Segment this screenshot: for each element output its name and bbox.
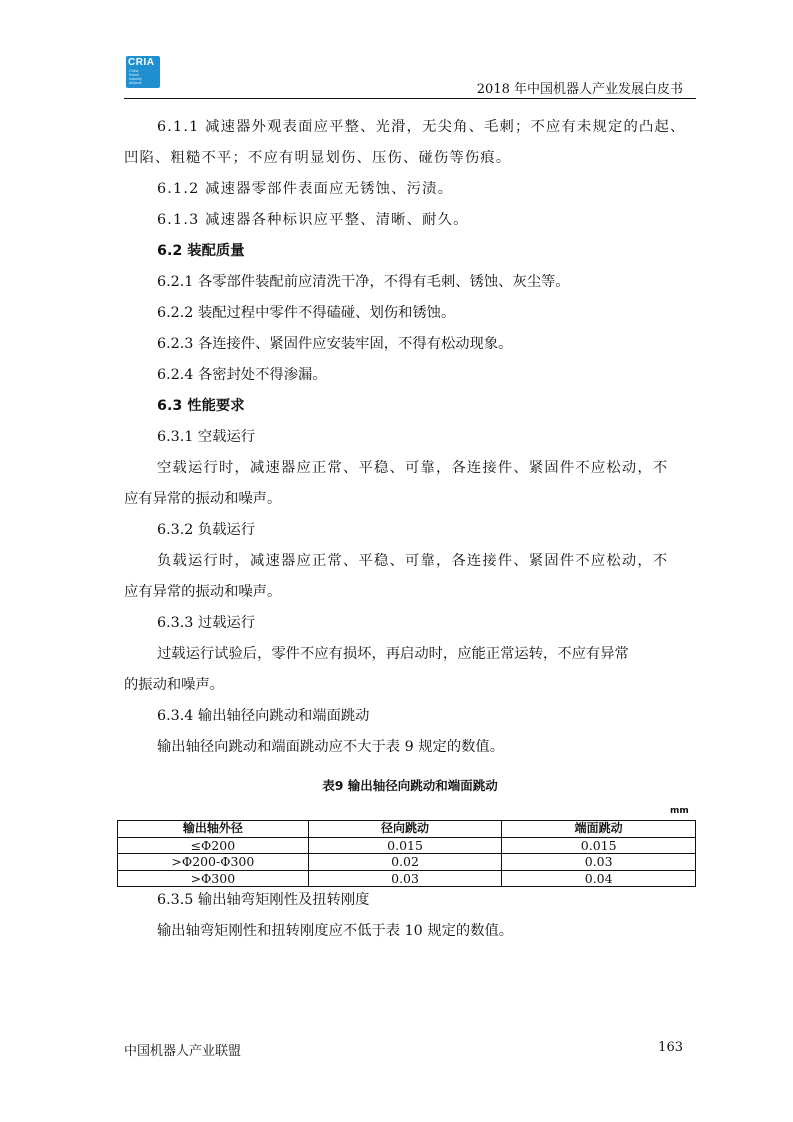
paragraph: 凹陷、粗糙不平；不应有明显划伤、压伤、碰伤等伤痕。	[124, 150, 512, 166]
paragraph: 输出轴径向跳动和端面跳动应不大于表 9 规定的数值。	[157, 739, 505, 755]
logo-sub-line: Robot	[129, 73, 139, 77]
table-header-cell: 径向跳动	[308, 821, 502, 838]
table-cell: 0.04	[502, 870, 696, 887]
table-row	[118, 854, 696, 871]
table-title: 表9 输出轴径向跳动和端面跳动	[322, 778, 498, 793]
table-row	[118, 837, 696, 854]
table-cell: >Φ300	[118, 870, 309, 887]
header-divider	[124, 98, 696, 99]
logo-text: CRIA	[128, 57, 155, 68]
table-cell: 0.03	[308, 870, 502, 887]
paragraph: 应有异常的振动和噪声。	[124, 491, 282, 507]
table-cell: 0.02	[308, 854, 502, 871]
paragraph: 6.2.2 装配过程中零件不得磕碰、划伤和锈蚀。	[157, 305, 456, 321]
section-heading: 6.3 性能要求	[157, 398, 245, 414]
table-header-cell: 端面跳动	[502, 821, 696, 838]
paragraph: 负载运行时，减速器应正常、平稳、可靠，各连接件、紧固件不应松动，不	[157, 553, 669, 569]
paragraph: 6.2.1 各零部件装配前应清洗干净，不得有毛刺、锈蚀、灰尘等。	[157, 274, 570, 290]
paragraph: 应有异常的振动和噪声。	[124, 584, 282, 600]
page-number: 163	[658, 1040, 683, 1055]
subsection-heading: 6.3.3 过载运行	[157, 615, 256, 631]
cria-logo	[126, 56, 160, 88]
logo-sub-line: China	[129, 69, 139, 73]
header-title: 2018 年中国机器人产业发展白皮书	[476, 82, 683, 97]
paragraph: 过载运行试验后，零件不应有损坏，再启动时，应能正常运转，不应有异常	[157, 646, 629, 662]
logo-sub-line: Alliance	[129, 81, 142, 85]
paragraph: 6.2.4 各密封处不得渗漏。	[157, 367, 327, 383]
table-cell: >Φ200-Φ300	[118, 854, 309, 871]
table-cell: 0.015	[502, 837, 696, 854]
runout-table	[117, 820, 696, 887]
table-cell: 0.03	[502, 854, 696, 871]
table-row	[118, 870, 696, 887]
table-header-row	[118, 821, 696, 838]
subsection-heading: 6.3.1 空载运行	[157, 429, 256, 445]
subsection-heading: 6.3.2 负载运行	[157, 522, 256, 538]
paragraph: 6.2.3 各连接件、紧固件应安装牢固，不得有松动现象。	[157, 336, 513, 352]
subsection-heading: 6.3.4 输出轴径向跳动和端面跳动	[157, 708, 370, 724]
table-unit: mm	[670, 806, 689, 816]
paragraph: 6.1.2 减速器零部件表面应无锈蚀、污渍。	[157, 181, 454, 197]
table-cell: ≤Φ200	[118, 837, 309, 854]
paragraph: 输出轴弯矩刚性和扭转刚度应不低于表 10 规定的数值。	[157, 923, 514, 939]
subsection-heading: 6.3.5 输出轴弯矩刚性及扭转刚度	[157, 892, 370, 908]
logo-sub-line: Industry	[129, 77, 142, 81]
section-heading: 6.2 装配质量	[157, 243, 245, 259]
paragraph: 6.1.1 减速器外观表面应平整、光滑，无尖角、毛刺；不应有未规定的凸起、	[157, 119, 686, 135]
paragraph: 6.1.3 减速器各种标识应平整、清晰、耐久。	[157, 212, 469, 228]
logo-subtitle	[129, 69, 142, 85]
table-header-cell: 输出轴外径	[118, 821, 309, 838]
paragraph: 的振动和噪声。	[124, 677, 225, 693]
paragraph: 空载运行时，减速器应正常、平稳、可靠，各连接件、紧固件不应松动，不	[157, 460, 669, 476]
table-cell: 0.015	[308, 837, 502, 854]
footer-organization: 中国机器人产业联盟	[124, 1044, 242, 1059]
